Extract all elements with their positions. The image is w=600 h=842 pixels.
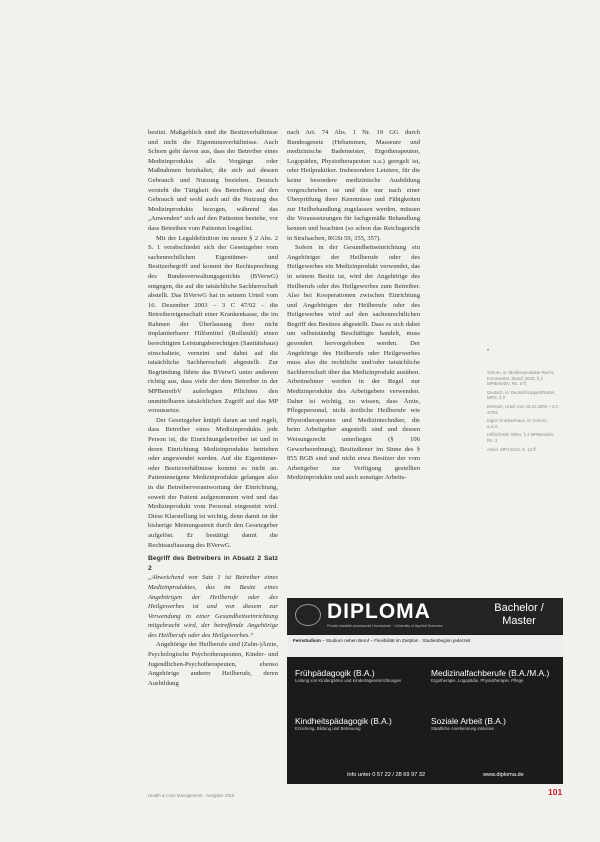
paragraph: nach Art. 74 Abs. 1 Nr. 19 GG durch Bundesgesetz (Hebammen, Masseure und medizinische Bademeister, Ergotherapeuten, Logopäden, Physiotherapeuten u.a.) geregelt ist, oder Heilpraktiker. Insbesondere Letztere, für die keine besondere medizinische Ausbildung vorgeschrieben ist und die nur nach einer Überprüfung ihrer Kenntnisse und Fähigkeiten zur Heilbehandlung zugelassen werden, müssen die Voraussetzungen für fachgemäße Behandlung kennen und beachten (so schon das Reichsgericht in Strafsachen, RGSt 59, 355, 357).	[287, 129, 420, 242]
ad-program	[431, 668, 559, 708]
diploma-advertisement	[287, 598, 563, 784]
text-column-right	[287, 128, 420, 483]
sidenote: Anker, MPJ 2016, S. 13 ff.	[487, 446, 537, 452]
paragraph: Mit der Legaldefinition im neuen § 2 Abs. 2 S. 1 verabschiedet sich der Gesetzgeber vom sachenrechtlichen Eigentümer- und Besitzerbegriff und kommt der Rechtsprechung des Bundesverwaltungsgerichts (BVerwG) entgegen, die auf die tatsächliche Sachherrschaft abstellt. Das BVerwG hat in seinem Urteil vom 16. Dezember 2003 – 3 C 47/02 – die Betreibereigenschaft einer Krankenkasse, die im Rahmen der Überlassung ihrer nicht implantierbarer Hilfsmittel (Rollstuhl) einen berechtigten Leistungsberechtigen (Sanitätshaus) einschaltete, verneint und dabei auf die tatsächliche Sachherrschaft abgestellt. Zur Begründung führte das BVerwG unter anderem richtig aus, dass viele der dem Betreiber in der MPBetreibV auferlegten Pflichten den unmittelbaren tatsächlichen Zugriff auf das MP voraussetze.	[148, 234, 278, 415]
ad-website: www.diploma.de	[483, 772, 524, 778]
ad-header	[287, 598, 563, 634]
ad-program-title: Soziale Arbeit (B.A.)	[431, 716, 506, 726]
page-number: 101	[548, 787, 563, 797]
quote-paragraph: „Abweichend von Satz 1 ist Betreiber eines Medizinproduktes, das im Besitz eines Angehörigen der Heilberufe oder des Heilgewerbes ist und von diesem zur Verwendung in einer Gesundheitseinrichtung mitgebracht wird, der betreffende Angehörige des Heilberufs oder des Heilgewerbes.“	[148, 574, 278, 639]
footer-source: Health & Care Management · Ausgabe 2016	[148, 793, 235, 798]
text-column-left	[148, 128, 278, 688]
ad-fernstudium-bar: Fernstudium – Studium neben Beruf – Flexibilität im Zeitplan · Studienbeginn jederzeit	[287, 635, 563, 657]
ad-program-title: Kindheitspädagogik (B.A.)	[295, 716, 392, 726]
paragraph: Sofern in der Gesundheitseinrichtung ein Angehöriger der Heilberufe oder des Heilgewerbes ein Medizinprodukt verwendet, das in seinem Besitz ist, wird der Angehörige des Heilberufs oder des Heilgewerbes zum Betreiber. Also bei Kooperationen zwischen Einrichtung und Angehörigen der Heilberufe oder des Heilgewerbes wird auf den sachenrechtlichen Begriff des Besitzes abgestellt. Dass es sich dabei um selbstständig Beschäftigte handelt, muss gesondert hervorgehoben werden. Der Angehörige des Heilberufs oder Heilgewerbes muss also die rechtliche und/oder tatsächliche Sachherrschaft über das Medizinprodukt ausüben. Arbeitnehmer werden in der Regel nur Medizinprodukte des Arbeitgebers verwenden. Daher ist wichtig, zu wissen, dass Ärzte, Pflegepersonal, nicht ärztliche Heilberufe wie Physiotherapeuten und Medizintechniker, die beim Arbeitgeber angestellt sind und dessen Weisungsrecht unterliegen (§ 106 Gewerbeordnung), Besitzdiener im Sinne des § 855 BGB sind und nicht etwa Besitzer der vom Arbeitgeber zur Verfügung gestellten Medizinprodukte und auch sonstiger Arbeits-	[287, 244, 420, 482]
ad-degree	[479, 602, 559, 628]
sidenotes	[487, 370, 559, 455]
sidenote: Deutsch, in: Deutsch/Lippert/Ratzel, MPG, § 2	[487, 389, 556, 401]
sidenote: Hill/Schmitt: WiKo, § 2 MPBetreibV, Rn. 3	[487, 432, 555, 443]
ad-program-desc: Erziehung, Bildung und Betreuung	[295, 726, 361, 731]
paragraph: Der Gesetzgeber knüpft daran an und regelt, dass Betreiber eines Medizinprodukts jede Person ist, die Einrichtungsbetreiber ist und in deren Einrichtung Medizinprodukte betrieben oder angewendet werden. Auf die Eigentümer- oder Besitzverhältnisse kommt es nicht an. Patienteneigene Medizinprodukte gelangen also in die Betreiberverantwortung der Einrichtung, soweit der Patient aufgenommen wird und das Medizinprodukt vom Personal eingesetzt wird. Diese Klarstellung ist wichtig, denn damit ist der bisherige Meinungsstreit durch den Gesetzgeber aufgelöst. Er bestätigt damit die Rechtsauffassung des BVerwG.	[148, 416, 278, 549]
ad-degree-line: Master	[502, 615, 536, 627]
paragraph: Angehörige der Heilberufe sind (Zahn-)Ärzte, Psychologische Psychotherapeuten, Kinder- und Jugendlichen-Psychotherapeuten, ebenso Angehörige anderer Heilberufe, deren Ausbildung	[148, 641, 278, 687]
ad-program	[431, 716, 559, 756]
sidenote: Schorn, in: Medizinprodukte-Recht, Kommentar, Stand: 2015, § 2 MPBetreibV, Rn. 5 ff.	[487, 370, 555, 387]
ad-tagline: Private staatlich anerkannte Hochschule · University of Applied Sciences	[327, 624, 443, 628]
paragraph: besitzt. Maßgeblich sind die Besitzverhältnisse und nicht die Eigentumsverhältnisse. Auch Schorn geht davon aus, dass der Betreiber eines Medizinprodukts alle Vorgänge oder Maßnahmen beinhaltet, die sich auf dessen Gebrauch und Nutzung beziehen. Deutsch versteht die Tätigkeit des Betreibers auf den Gebrauch und wohl auch auf die Nutzung des Medizinprodukts bezogen, während das „Anwenden“ sich auf den Patienten beziehe, vor dass Betreiben vom Patienten losgelöst.	[148, 129, 278, 232]
section-heading: Begriff des Betreibers in Absatz 2 Satz 2	[148, 555, 278, 572]
ad-fern-text: Studium neben Beruf – Flexibilität im Zeitplan · Studienbeginn jederzeit	[325, 638, 471, 643]
sidenote: Eiger: Krankenhaus, in: Schorn, a.a.O.	[487, 418, 548, 429]
margin-mark: •	[487, 348, 490, 354]
ad-phone: Info unter 0 57 22 / 28 69 97 32	[347, 772, 426, 778]
ad-program	[295, 716, 423, 756]
ad-program-title: Medizinalfachberufe (B.A./M.A.)	[431, 668, 550, 678]
ad-program-desc: Ergotherapie, Logopädie, Physiotherapie, Pflege	[431, 678, 524, 683]
ad-program-desc: Leitung von Kindergärten und Kindertageseinrichtungen	[295, 678, 402, 683]
ad-program-title: Frühpädagogik (B.A.)	[295, 668, 375, 678]
ad-fern-title: Fernstudium	[293, 638, 321, 643]
ad-brand: DIPLOMA	[327, 600, 431, 623]
ad-degree-line: Bachelor /	[494, 602, 544, 614]
ad-program	[295, 668, 423, 708]
sidenote: BVerwG, Urteil vom 16.12.2003 – 3 C 47/02	[487, 403, 559, 415]
ad-program-desc: Staatliche Anerkennung inklusive	[431, 726, 495, 731]
diploma-logo-icon	[295, 604, 321, 626]
ad-contact	[287, 768, 563, 784]
